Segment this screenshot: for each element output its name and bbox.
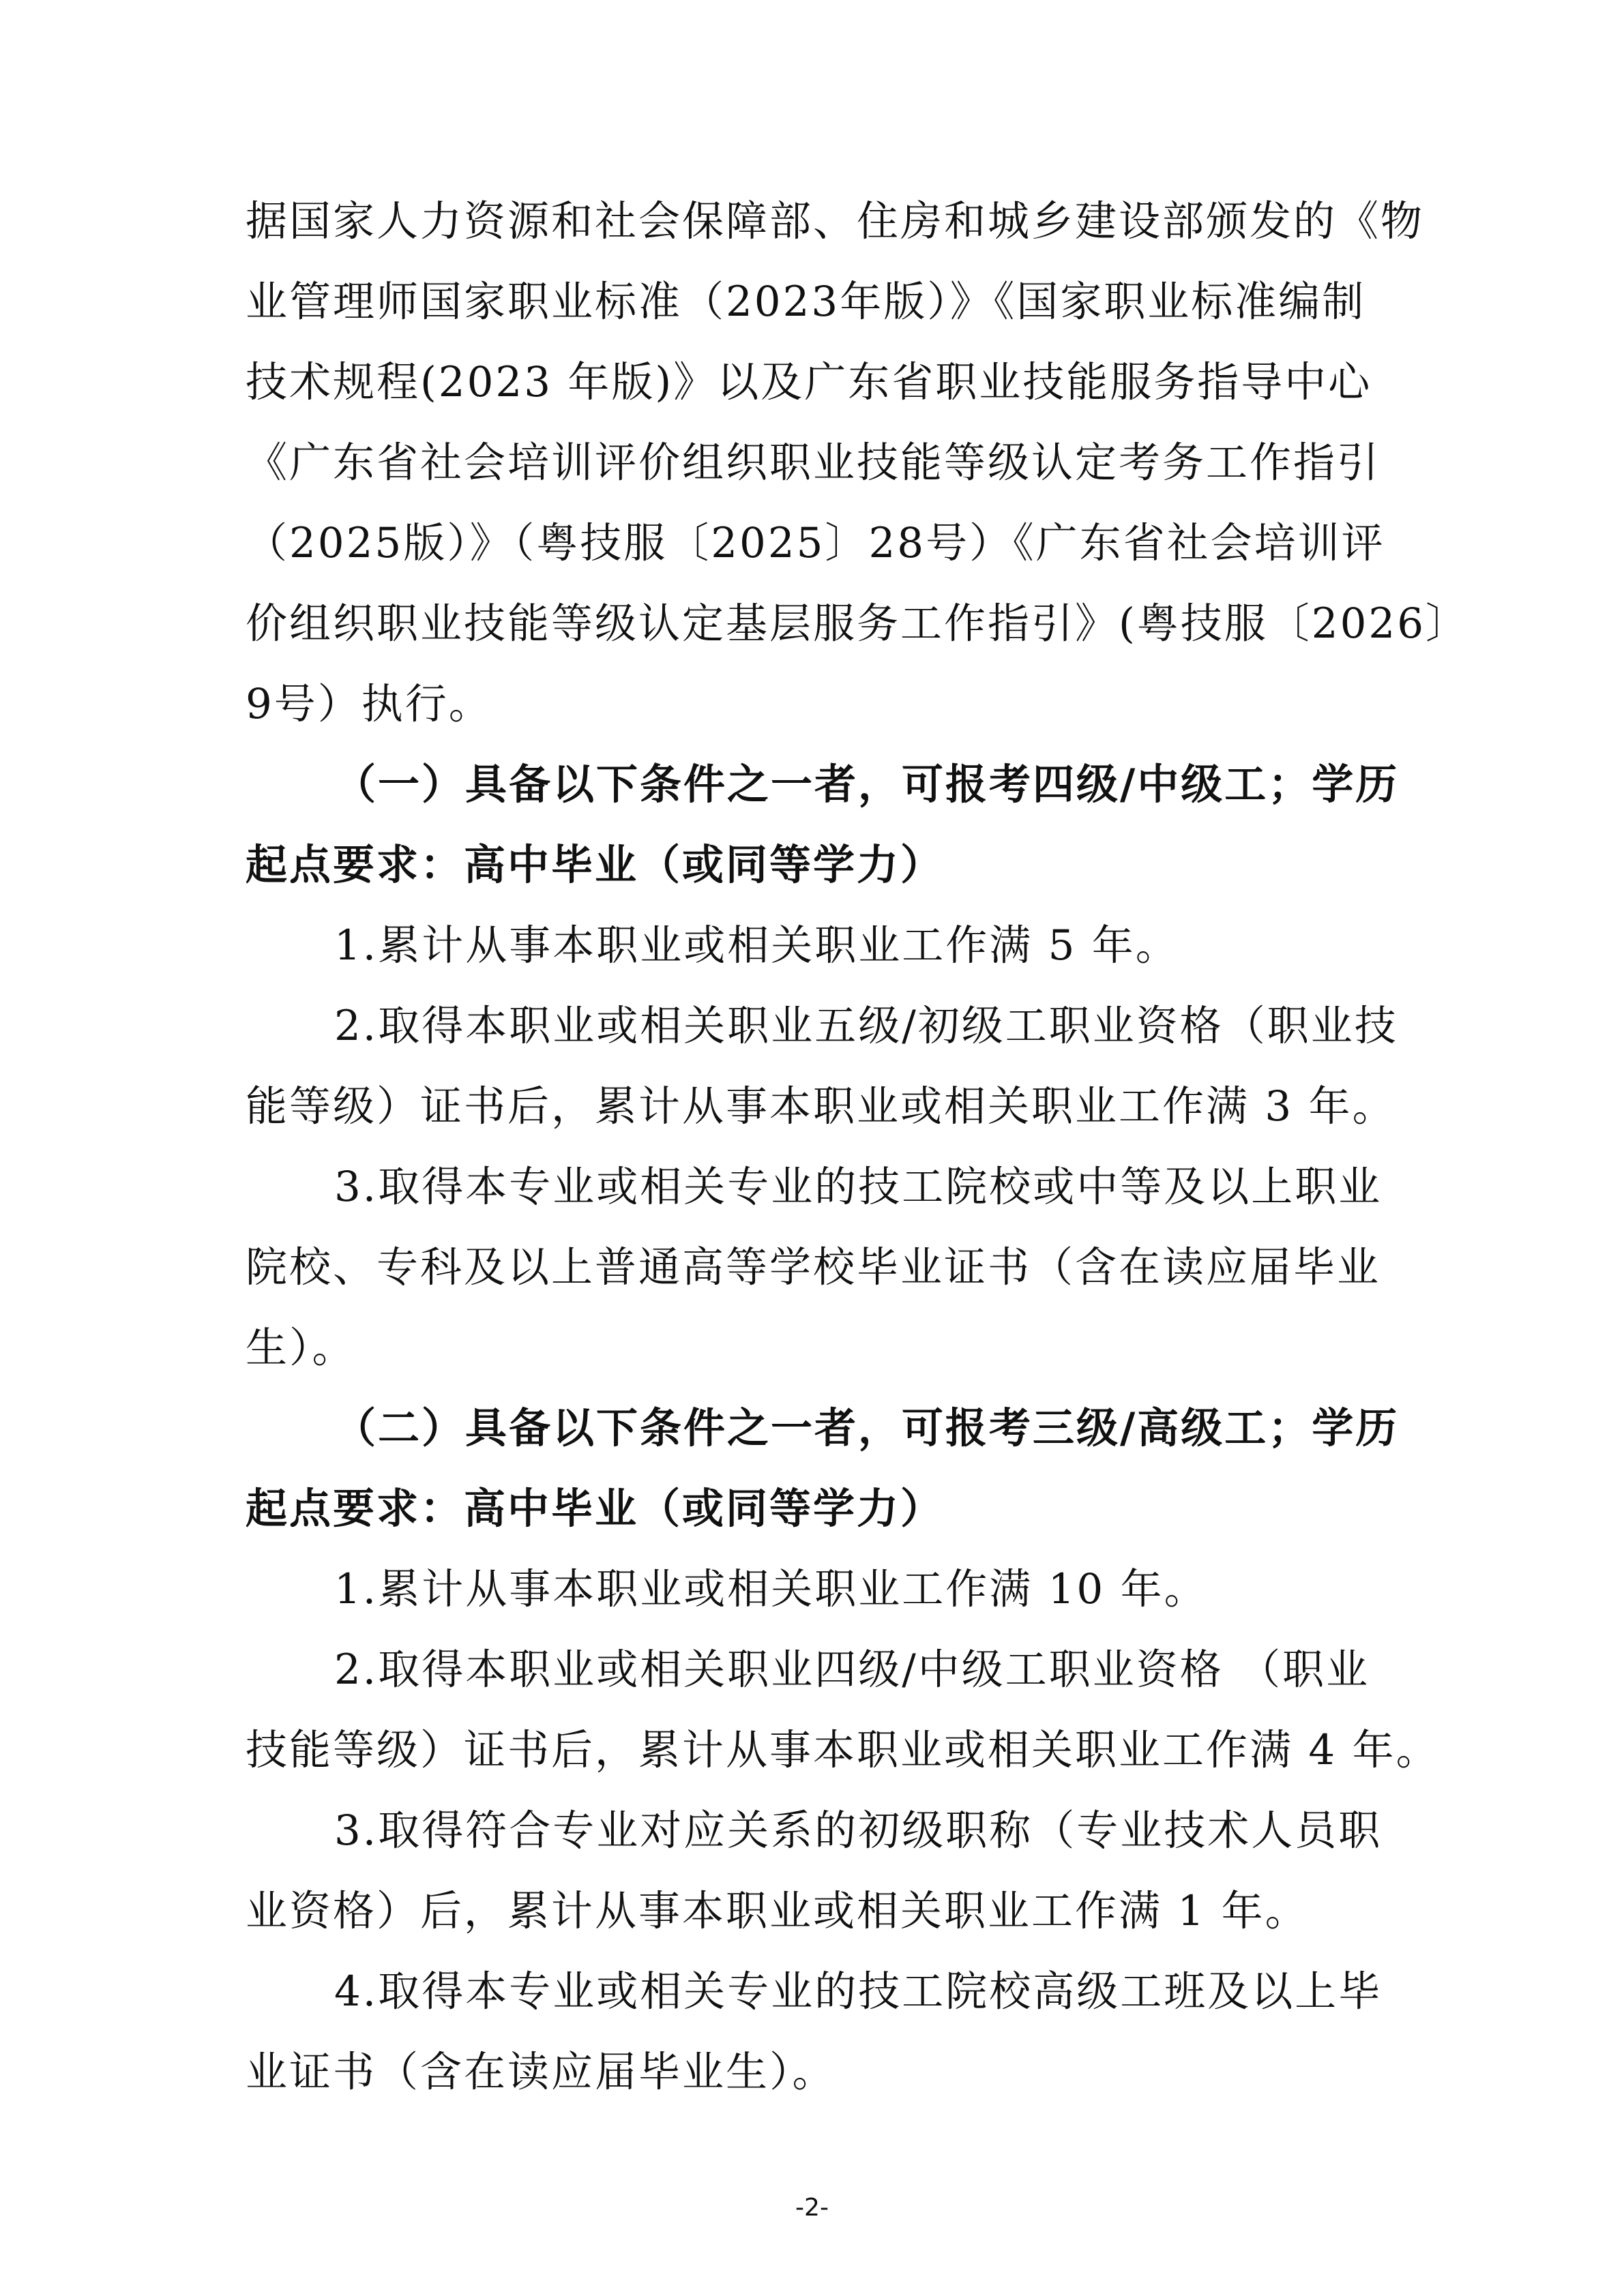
intro-line: （2025版）》（粤技服〔2025〕28号）《广东省社会培训评 xyxy=(246,519,1385,567)
list-item: 3.取得本专业或相关专业的技工院校或中等及以上职业 xyxy=(334,1163,1383,1211)
list-item: 1.累计从事本职业或相关职业工作满 10 年。 xyxy=(334,1565,1208,1613)
page-number: -2- xyxy=(795,2194,829,2222)
section-heading: 起点要求：高中毕业（或同等学力） xyxy=(246,1485,945,1533)
list-item-continuation: 能等级）证书后，累计从事本职业或相关职业工作满 3 年。 xyxy=(246,1082,1396,1131)
intro-line: 业管理师国家职业标准（2023年版）》《国家职业标准编制 xyxy=(246,278,1366,326)
list-item: 2.取得本职业或相关职业五级/初级工职业资格（职业技 xyxy=(334,1002,1398,1050)
list-item-continuation: 业证书（含在读应届毕业生）。 xyxy=(246,2048,836,2096)
section-heading: 起点要求：高中毕业（或同等学力） xyxy=(246,841,945,889)
list-item: 3.取得符合专业对应关系的初级职称（专业技术人员职 xyxy=(334,1806,1383,1855)
intro-line: 9号）执行。 xyxy=(246,680,492,728)
list-item: 1.累计从事本职业或相关职业工作满 5 年。 xyxy=(334,921,1179,970)
intro-line: 价组织职业技能等级认定基层服务工作指引》(粤技服〔2026〕 xyxy=(246,599,1470,648)
intro-line: 《广东省社会培训评价组织职业技能等级认定考务工作指引 xyxy=(246,438,1381,487)
list-item-continuation: 技能等级）证书后，累计从事本职业或相关职业工作满 4 年。 xyxy=(246,1726,1440,1774)
intro-line: 技术规程(2023 年版)》以及广东省职业技能服务指导中心 xyxy=(246,358,1372,406)
list-item-continuation: 院校、专科及以上普通高等学校毕业证书（含在读应届毕业 xyxy=(246,1243,1381,1292)
section-heading: （一）具备以下条件之一者，可报考四级/中级工；学历 xyxy=(334,760,1400,809)
list-item: 2.取得本职业或相关职业四级/中级工职业资格 （职业 xyxy=(334,1645,1370,1694)
list-item: 4.取得本专业或相关专业的技工院校高级工班及以上毕 xyxy=(334,1967,1383,2016)
section-heading: （二）具备以下条件之一者，可报考三级/高级工；学历 xyxy=(334,1404,1400,1452)
list-item-continuation: 业资格）后，累计从事本职业或相关职业工作满 1 年。 xyxy=(246,1887,1309,1935)
intro-line: 据国家人力资源和社会保障部、住房和城乡建设部颁发的《物 xyxy=(246,197,1425,245)
list-item-continuation: 生）。 xyxy=(246,1324,356,1372)
